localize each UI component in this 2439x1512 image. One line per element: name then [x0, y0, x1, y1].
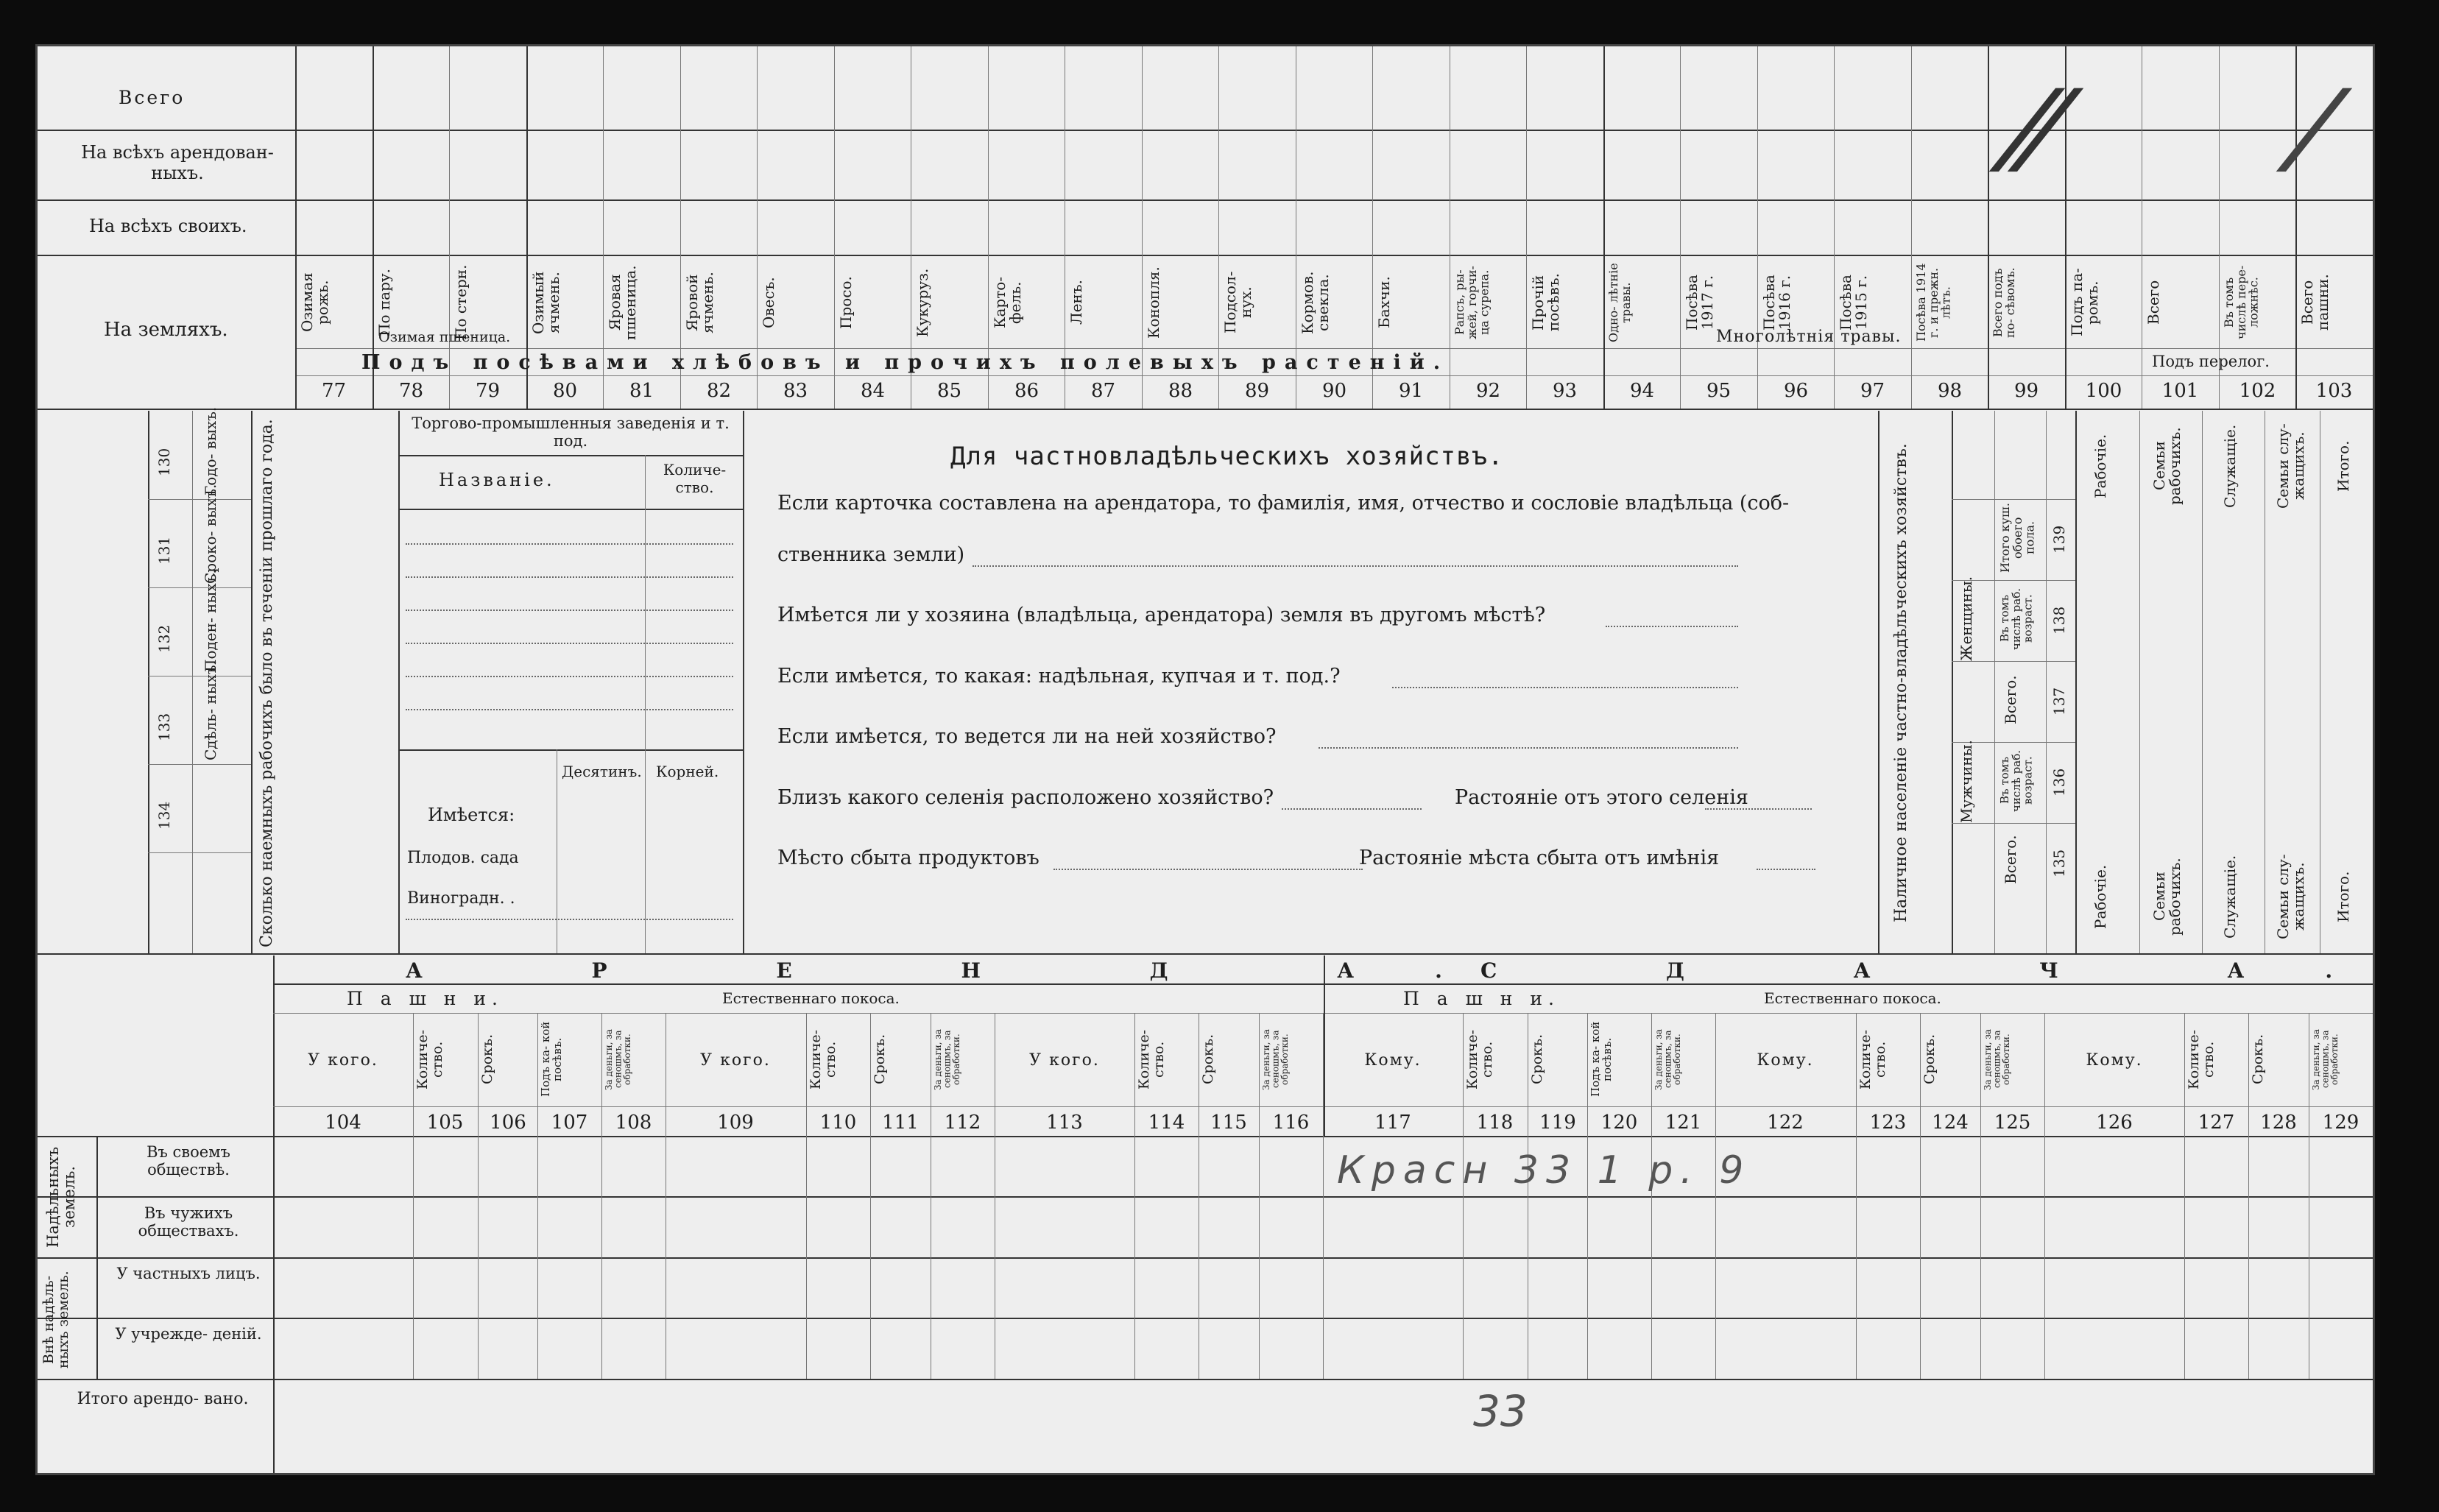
pop-col-sluzh-top: Служащіе.: [2221, 424, 2239, 508]
crop-label-23: Подъ па- ромъ.: [2068, 268, 2101, 337]
trade-kor: Корней.: [656, 763, 719, 780]
row-itogo: Итого арендо- вано.: [77, 1390, 249, 1408]
crop-label-25: Въ томъ числѣ пере- ложнѣс.: [2222, 265, 2261, 340]
group-pod-posevami: Подъ посѣвами хлѣбовъ и прочихъ полевыхъ растеній.: [361, 351, 1450, 374]
row-label-zemlyah: На земляхъ.: [104, 319, 228, 341]
arenda-num-106: 106: [490, 1112, 526, 1134]
row-label-svoih: На всѣхъ своихъ.: [89, 216, 247, 236]
crop-num-92: 92: [1475, 380, 1501, 402]
label-nadel: Надѣльныхъ земель.: [44, 1146, 79, 1248]
crop-label-1: По пару.: [375, 268, 393, 337]
arenda-num-123: 123: [1869, 1112, 1907, 1134]
crop-num-83: 83: [783, 380, 808, 402]
arenda-col-head-13: Кому.: [1364, 1051, 1422, 1070]
arenda-num-116: 116: [1272, 1112, 1310, 1134]
private-line-9: Растояніе мѣста сбыта отъ имѣнія: [1359, 847, 1720, 869]
crop-label-18: Посѣва 1917 г.: [1683, 275, 1716, 331]
worker-col-podennyh: Поден- ныхъ.: [202, 569, 219, 672]
crop-num-81: 81: [629, 380, 654, 402]
crop-label-22: Всего подъ по- сѣвомъ.: [1991, 267, 2017, 338]
crop-label-16: Прочій посѣвъ.: [1529, 273, 1562, 332]
crop-label-20: Посѣва 1915 г.: [1837, 275, 1870, 331]
crop-num-78: 78: [398, 380, 424, 402]
arenda-num-108: 108: [615, 1112, 652, 1134]
arenda-col-head-6: Количе- ство.: [808, 1029, 839, 1089]
pop-women: Женщины.: [1958, 576, 1975, 661]
arenda-col-head-4: За деньги, за сеношмъ, за обработки.: [604, 1028, 633, 1090]
arenda-num-105: 105: [426, 1112, 464, 1134]
pop-men: Мужчины.: [1958, 740, 1975, 823]
worker-num-130: 130: [155, 448, 173, 477]
private-line-2: ственника земли): [777, 543, 965, 566]
worker-col-godovyh: Годо- выхъ.: [202, 406, 219, 495]
arenda-title: А Р Е Н Д А.: [406, 958, 1523, 983]
arenda-col-head-2: Срокъ.: [479, 1034, 495, 1085]
crop-label-21: Посѣва 1914 г. и прежн. лѣтъ.: [1914, 263, 1953, 342]
arenda-num-119: 119: [1539, 1112, 1576, 1134]
workers-side-label: Сколько наемныхъ рабочихъ было въ теченіи прошлаго года.: [258, 419, 276, 947]
crop-num-84: 84: [860, 380, 886, 402]
private-line-7: Растояніе отъ этого селенія: [1455, 786, 1748, 809]
row-label-vsego: Всего: [119, 87, 186, 108]
crop-label-11: Конопля.: [1145, 266, 1162, 339]
arenda-num-120: 120: [1600, 1112, 1638, 1134]
pop-col-rabochie-top: Рабочіе.: [2092, 434, 2109, 498]
arenda-num-127: 127: [2198, 1112, 2235, 1134]
crop-num-96: 96: [1783, 380, 1809, 402]
arenda-col-head-25: За деньги, за сеношмъ, за обработки.: [2311, 1028, 2340, 1090]
sdacha-title: С Д А Ч А.: [1480, 958, 2414, 983]
arenda-col-head-24: Срокъ.: [2250, 1034, 2266, 1085]
pop-col-semi-rab-top: Семьи рабочихъ.: [2150, 427, 2184, 505]
group-mnogolet: Многолѣтнія травы.: [1716, 328, 1902, 346]
arenda-col-head-3: Подъ ка- кой посѣвъ.: [539, 1021, 564, 1098]
pop-num-139: 139: [2050, 525, 2068, 554]
crop-label-2: По стерн.: [452, 264, 470, 341]
crop-num-100: 100: [2085, 380, 2122, 402]
arenda-num-104: 104: [325, 1112, 361, 1134]
arenda-col-head-12: За деньги, за сеношмъ, за обработки.: [1261, 1028, 1291, 1090]
private-line-6: Близъ какого селенія расположено хозяйство?: [777, 786, 1274, 809]
trade-des: Десятинъ.: [562, 763, 642, 780]
population-side: Наличное населеніе частно-владѣльческихъ хозяйствъ.: [1892, 443, 1910, 923]
crop-num-91: 91: [1398, 380, 1424, 402]
crop-num-97: 97: [1860, 380, 1885, 402]
private-farms-block: [744, 411, 1878, 953]
arenda-col-head-18: Кому.: [1757, 1051, 1814, 1070]
pop-vsego-w: Всего.: [2002, 675, 2019, 724]
arenda-col-head-16: Подъ ка- кой посѣвъ.: [1589, 1021, 1614, 1098]
sdacha-pokos: Естественнаго покоса.: [1764, 989, 1941, 1007]
trade-col-count: Количе- ство.: [663, 461, 727, 496]
crop-num-94: 94: [1629, 380, 1655, 402]
arenda-col-head-9: У кого.: [1029, 1051, 1100, 1070]
crop-label-13: Кормов. свекла.: [1299, 271, 1332, 334]
arenda-num-107: 107: [551, 1112, 588, 1134]
middle-section: [38, 406, 2373, 955]
crop-num-95: 95: [1706, 380, 1732, 402]
crop-num-77: 77: [321, 380, 347, 402]
row-svoem: Въ своемъ обществѣ.: [147, 1143, 230, 1179]
sdacha-pashni: П а ш н и.: [1403, 988, 1561, 1009]
crop-num-89: 89: [1244, 380, 1270, 402]
handwritten-total: 33: [1473, 1386, 1528, 1436]
pop-num-137: 137: [2050, 687, 2068, 716]
arenda-col-head-21: За деньги, за сеношмъ, за обработки.: [1983, 1028, 2012, 1090]
crop-num-82: 82: [706, 380, 732, 402]
trade-has: Имѣется:: [428, 805, 515, 825]
arenda-num-111: 111: [882, 1112, 919, 1134]
handwritten-mark-1: ⁄⁄: [2018, 68, 2055, 197]
pop-col-semi-sl-top: Семьи слу- жащихъ.: [2274, 423, 2307, 509]
pop-col-sluzh-bot: Служащіе.: [2221, 855, 2239, 939]
crop-label-14: Бахчи.: [1375, 276, 1393, 329]
arenda-num-121: 121: [1665, 1112, 1702, 1134]
label-vne: Внѣ надѣль- ныхъ земель.: [40, 1271, 71, 1369]
pop-col-rabochie-bot: Рабочіе.: [2092, 864, 2109, 929]
crop-label-5: Яровой ячмень.: [683, 272, 716, 333]
crop-label-8: Кукуруз.: [914, 268, 931, 337]
trade-block: [398, 411, 744, 953]
crop-label-12: Подсол- нух.: [1221, 271, 1254, 334]
trade-garden: Плодов. сада: [407, 849, 519, 867]
arenda-col-head-0: У кого.: [308, 1051, 378, 1070]
arenda-col-head-1: Количе- ство.: [414, 1029, 445, 1089]
arenda-pashni: П а ш н и.: [347, 988, 504, 1009]
pop-inwork-m: Въ томъ числѣ раб. возраст.: [1998, 749, 2035, 812]
population-block: [1878, 411, 2373, 953]
crop-label-26: Всего пашни.: [2298, 274, 2332, 331]
crop-num-90: 90: [1321, 380, 1347, 402]
crop-label-9: Карто- фель.: [991, 276, 1024, 329]
crop-num-101: 101: [2161, 380, 2199, 402]
worker-num-133: 133: [155, 713, 173, 742]
crop-num-93: 93: [1552, 380, 1578, 402]
crop-num-80: 80: [552, 380, 578, 402]
pop-num-135: 135: [2050, 849, 2068, 878]
arenda-num-118: 118: [1476, 1112, 1514, 1134]
arenda-num-114: 114: [1148, 1112, 1185, 1134]
crop-label-6: Овесъ.: [760, 277, 777, 328]
group-pod-perelog: Подъ перелог.: [2152, 353, 2270, 370]
pop-col-semi-sl-bot: Семьи слу- жащихъ.: [2274, 854, 2307, 939]
private-line-5: Если имѣется, то ведется ли на ней хозяйство?: [777, 725, 1277, 748]
crop-label-3: Озимый ячмень.: [529, 271, 562, 334]
worker-num-131: 131: [155, 536, 173, 565]
row-uchrezh: У учрежде- деній.: [115, 1325, 262, 1343]
crop-label-15: Рапсъ, ры- жей, горчи- ца сурепа.: [1453, 266, 1492, 339]
arenda-col-head-11: Срокъ.: [1200, 1034, 1216, 1085]
pop-col-itogo-top: Итого.: [2334, 440, 2352, 492]
arenda-num-125: 125: [1994, 1112, 2031, 1134]
arenda-num-122: 122: [1767, 1112, 1804, 1134]
crop-num-87: 87: [1090, 380, 1116, 402]
pop-col-semi-rab-bot: Семьи рабочихъ.: [2150, 858, 2184, 936]
arenda-col-head-17: За деньги, за сеношмъ, за обработки.: [1653, 1028, 1683, 1090]
row-chuzhih: Въ чужихъ обществахъ.: [138, 1204, 239, 1240]
worker-num-132: 132: [155, 624, 173, 654]
crop-num-86: 86: [1014, 380, 1040, 402]
crop-num-98: 98: [1937, 380, 1963, 402]
crop-label-19: Посѣва 1916 г.: [1760, 275, 1793, 331]
worker-num-134: 134: [155, 801, 173, 830]
arenda-col-head-23: Количе- ство.: [2186, 1029, 2217, 1089]
arenda-col-head-19: Количе- ство.: [1857, 1029, 1888, 1089]
arenda-num-126: 126: [2096, 1112, 2133, 1134]
private-title: Для частновладѣльческихъ хозяйствъ.: [950, 442, 1504, 471]
arenda-num-115: 115: [1210, 1112, 1247, 1134]
crop-label-10: Ленъ.: [1067, 280, 1085, 325]
crop-label-24: Всего: [2145, 280, 2162, 325]
handwritten-note: Красн 33 1 р. 9: [1337, 1148, 1751, 1193]
private-line-4: Если имѣется, то какая: надѣльная, купчая и т. под.?: [777, 665, 1341, 688]
trade-title: Торгово-промышленныя заведенія и т. под.: [412, 414, 730, 450]
arenda-num-128: 128: [2260, 1112, 2297, 1134]
arenda-num-112: 112: [944, 1112, 981, 1134]
group-ozimaya: Озимая пшеница.: [378, 329, 511, 345]
crop-num-99: 99: [2013, 380, 2039, 402]
arenda-num-129: 129: [2322, 1112, 2359, 1134]
workers-block: [148, 406, 400, 953]
crop-label-7: Просо.: [837, 276, 855, 329]
handwritten-mark-2: ⁄: [2305, 68, 2324, 197]
arenda-num-109: 109: [717, 1112, 754, 1134]
arenda-pokos: Естественнаго покоса.: [722, 989, 900, 1007]
pop-inwork-w: Въ томъ числѣ раб. возраст.: [1998, 587, 2035, 650]
private-line-8: Мѣсто сбыта продуктовъ: [777, 847, 1040, 869]
row-label-arend: На всѣхъ арендован- ныхъ.: [81, 142, 274, 183]
arenda-col-head-15: Срокъ.: [1529, 1034, 1545, 1085]
arenda-num-110: 110: [819, 1112, 857, 1134]
crop-label-0: Озимая рожь.: [298, 272, 331, 333]
crop-num-85: 85: [936, 380, 962, 402]
arenda-col-head-7: Срокъ.: [872, 1034, 888, 1085]
trade-vine: Виноградн. .: [407, 889, 515, 908]
private-line-3: Имѣется ли у хозяина (владѣльца, арендатора) земля въ другомъ мѣстѣ?: [777, 604, 1546, 626]
arenda-col-head-14: Количе- ство.: [1464, 1029, 1495, 1089]
arenda-num-113: 113: [1046, 1112, 1083, 1134]
worker-col-srokovyh: Сроко- выхъ.: [202, 484, 219, 584]
trade-col-name: Названіе.: [439, 470, 555, 490]
crop-num-102: 102: [2239, 380, 2276, 402]
census-card: [35, 44, 2414, 1475]
crop-label-17: Одно- лѣтніе травы.: [1606, 263, 1633, 342]
crop-num-103: 103: [2315, 380, 2353, 402]
private-line-1: Если карточка составлена на арендатора, то фамилія, имя, отчество и сословіе владѣльца (соб-: [777, 492, 1790, 515]
arenda-col-head-5: У кого.: [700, 1051, 771, 1070]
arenda-col-head-10: Количе- ство.: [1136, 1029, 1167, 1089]
crop-num-79: 79: [475, 380, 501, 402]
arenda-col-head-22: Кому.: [2086, 1051, 2143, 1070]
pop-col-itogo-bot: Итого.: [2334, 871, 2352, 922]
pop-vsego-m: Всего.: [2002, 835, 2019, 885]
worker-col-sdelnyh: Сдѣль- ныхъ.: [202, 660, 219, 760]
crop-num-88: 88: [1168, 380, 1193, 402]
pop-num-136: 136: [2050, 768, 2068, 797]
arenda-col-head-8: За деньги, за сеношмъ, за обработки.: [933, 1028, 962, 1090]
arenda-num-117: 117: [1374, 1112, 1411, 1134]
row-chastnyh: У частныхъ лицъ.: [116, 1265, 261, 1282]
crop-label-4: Яровая пшеница.: [606, 265, 639, 340]
pop-total: Итого куш. обоего пола.: [1998, 503, 2037, 573]
arenda-col-head-20: Срокъ.: [1921, 1034, 1938, 1085]
arenda-num-124: 124: [1932, 1112, 1969, 1134]
arenda-section: [38, 955, 2414, 1473]
pop-num-138: 138: [2050, 606, 2068, 635]
